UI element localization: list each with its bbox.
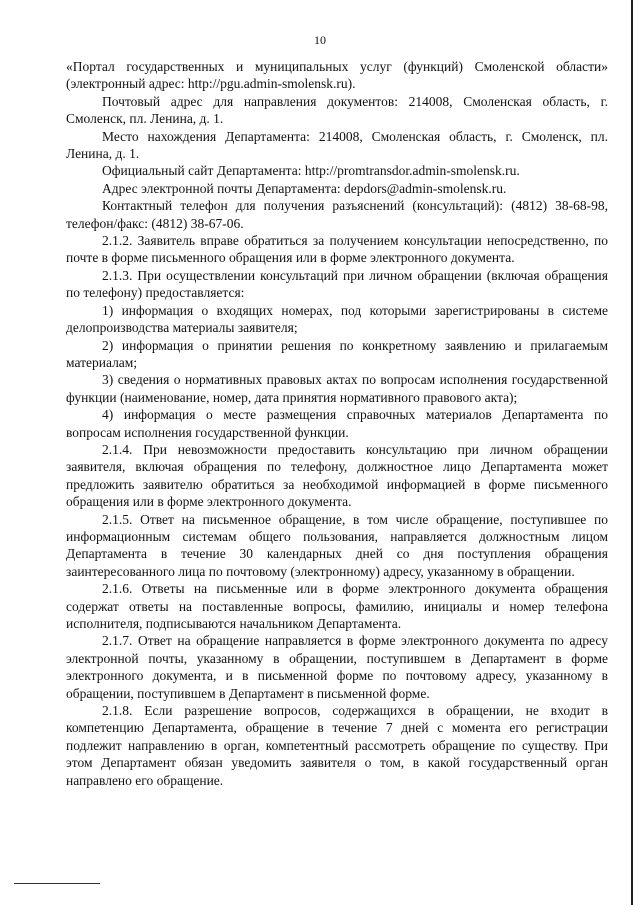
- footer-rule: [14, 883, 100, 884]
- paragraph-email: Адрес электронной почты Департамента: depdors@admin-smolensk.ru.: [102, 180, 507, 196]
- paragraph-2-1-6: 2.1.6. Ответы на письменные или в форме электронного документа обращения содержат ответы на поставленные вопросы, фамилию, инициалы и номер телефона исполнителя, подписываются начальником Департамента.: [66, 581, 608, 631]
- paragraph-official-site: Официальный сайт Департамента: http://promtransdor.admin-smolensk.ru.: [102, 163, 520, 179]
- list-item-4: 4) информация о месте размещения справочных материалов Департамента по вопросам исполнения государственной функции.: [66, 407, 608, 440]
- scan-edge: [631, 0, 633, 905]
- paragraph-2-1-2: 2.1.2. Заявитель вправе обратиться за получением консультации непосредственно, по почте в форме письменного обращения или в форме электронного документа.: [66, 233, 608, 266]
- paragraph-2-1-3: 2.1.3. При осуществлении консультаций при личном обращении (включая обращения по телефону) предоставляется:: [66, 267, 608, 301]
- document-body: [66, 58, 608, 789]
- paragraph-location: Место нахождения Департамента: 214008, Смоленская область, г. Смоленск, пл. Ленина, д. 1.: [66, 128, 608, 162]
- paragraph-portal-name: «Портал государственных и муниципальных услуг (функций) Смоленской области» (электронный адрес: http://pgu.admin-smolensk.ru).: [66, 59, 608, 92]
- list-item-1: 1) информация о входящих номерах, под которыми зарегистрированы в системе делопроизводства материалы заявителя;: [66, 302, 608, 336]
- paragraph-2-1-4: 2.1.4. При невозможности предоставить консультацию при личном обращении заявителя, включая обращения по телефону, должностное лицо Департамента может предложить заявителю обратиться за необходимой информацией в форме письменного обращения или в форме электронного документа.: [66, 441, 608, 510]
- list-item-2: 2) информация о принятии решения по конкретному заявлению и прилагаемым материалам;: [66, 337, 608, 370]
- paragraph-contact-phone: Контактный телефон для получения разъяснений (консультаций): (4812) 38-68-98, телефон/факс: (4812) 38-67-06.: [66, 198, 608, 231]
- list-item-3: 3) сведения о нормативных правовых актах по вопросам исполнения государственной функции (наименование, номер, дата принятия нормативного правового акта);: [66, 372, 608, 405]
- paragraph-postal-address: Почтовый адрес для направления документов: 214008, Смоленская область, г. Смоленск, пл. Ленина, д. 1.: [66, 93, 608, 127]
- paragraph-2-1-5: 2.1.5. Ответ на письменное обращение, в том числе обращение, поступившее по информационным системам общего пользования, направляется должностным лицом Департамента в течение 30 календарных дней со дня поступления обращения заинтересованного лица по почтовому (электронному) адресу, указанному в обращении.: [66, 511, 608, 579]
- paragraph-2-1-8: 2.1.8. Если разрешение вопросов, содержащихся в обращении, не входит в компетенцию Департамента, обращение в течение 7 дней с момента его регистрации подлежит направлению в орган, компетентный рассмотреть обращение по существу. При этом Департамент обязан уведомить заявителя о том, в какой государственный орган направлено его обращение.: [66, 703, 608, 788]
- paragraph-2-1-7: 2.1.7. Ответ на обращение направляется в форме электронного документа по адресу электронной почты, указанному в обращении, поступившем в Департамент в форме электронного документа, и в письменной форме по почтовому адресу, указанному в обращении, поступившем в Департамент в письменной форме.: [66, 633, 608, 701]
- page-number: 10: [314, 33, 326, 47]
